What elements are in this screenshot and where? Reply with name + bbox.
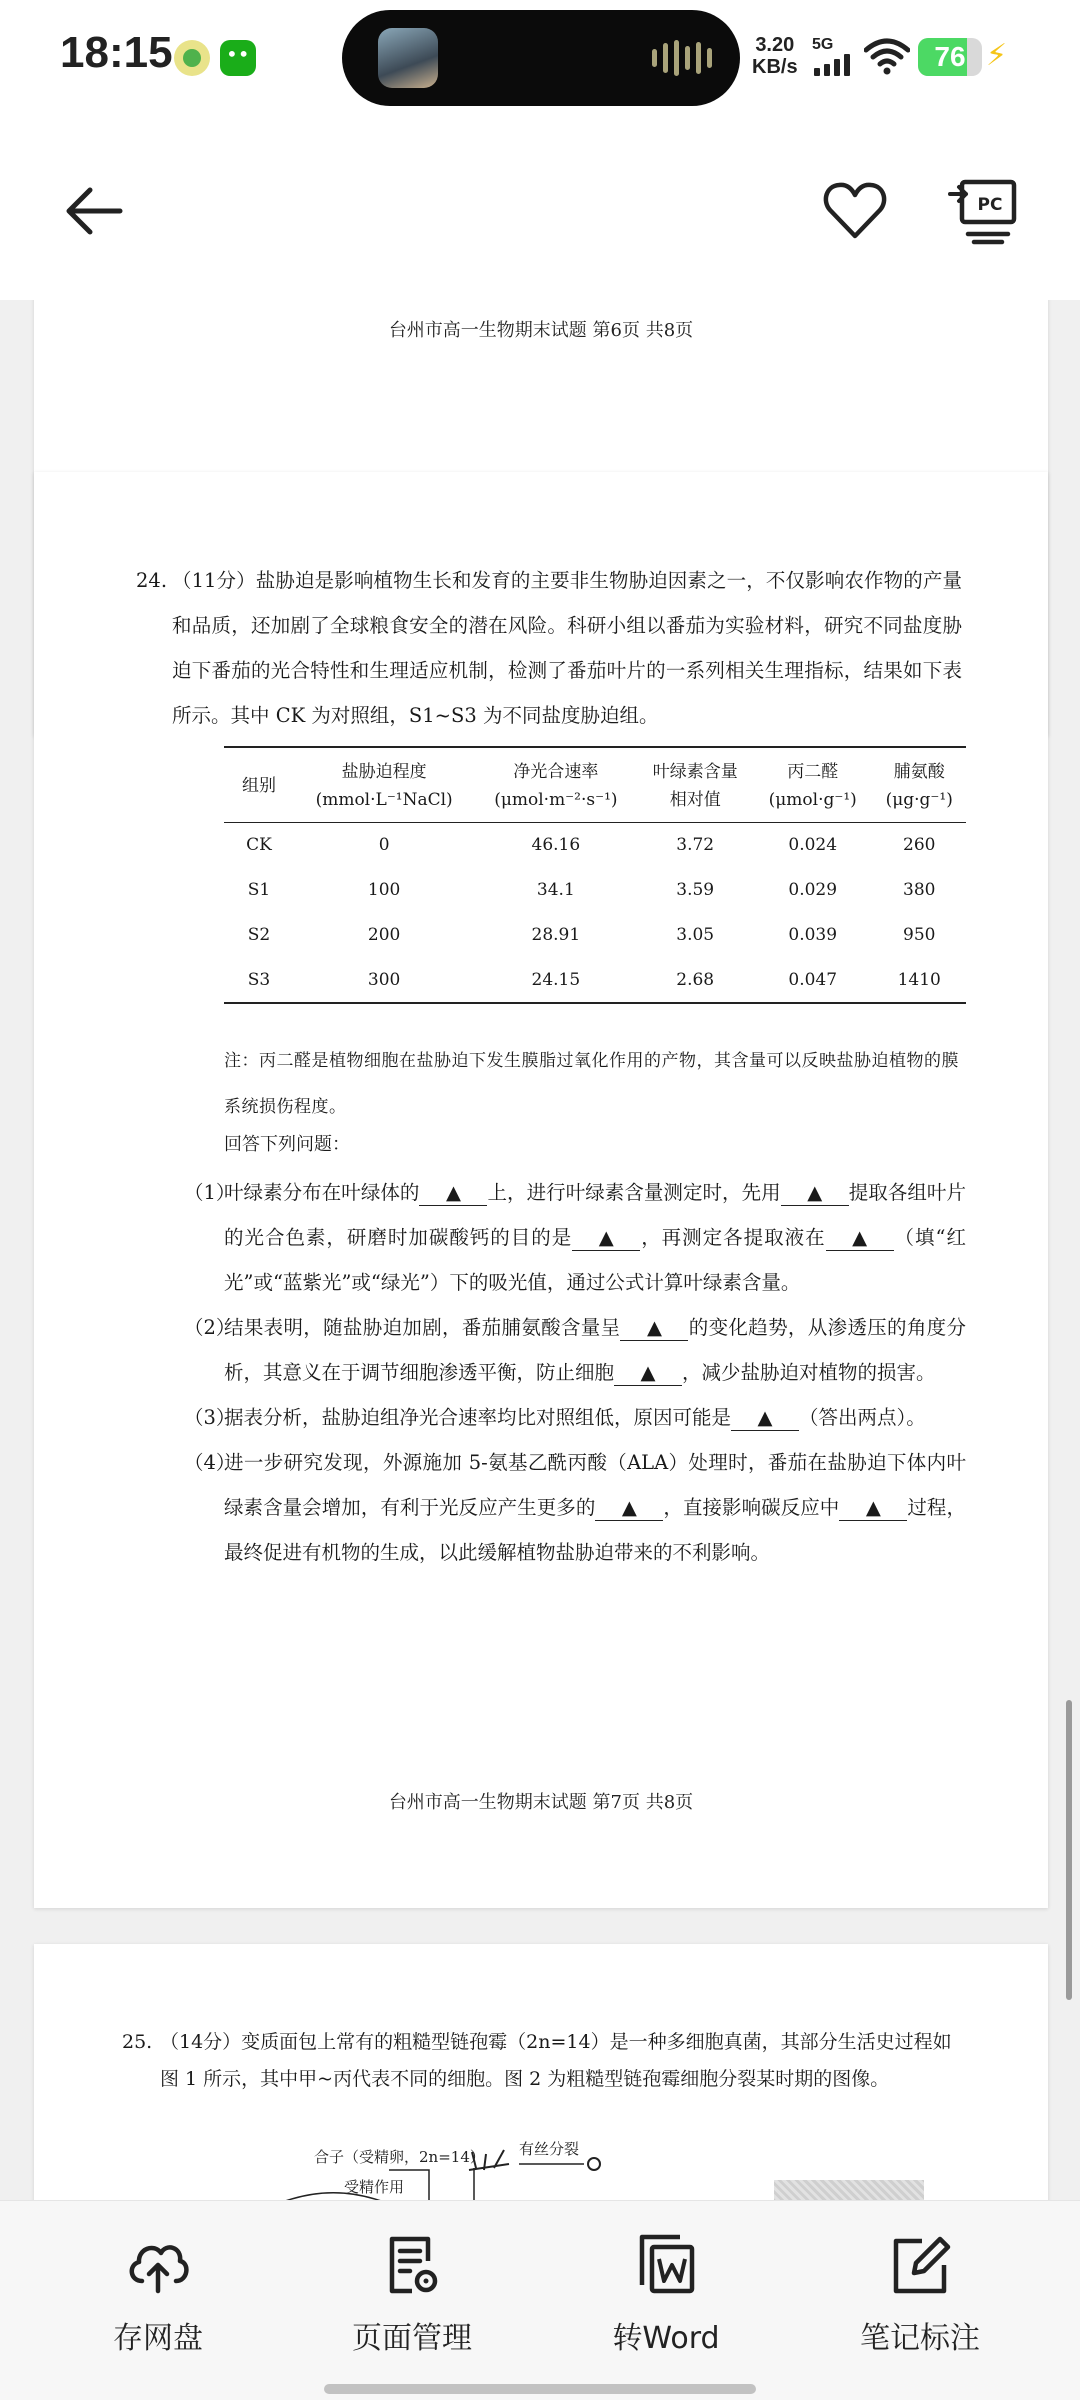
arrow-left-icon[interactable] (60, 176, 130, 246)
fig-label-zygote: 合子（受精卵，2n=14） (314, 2148, 485, 2166)
table-cell: 2.68 (637, 958, 753, 1003)
document-page-8 (34, 1944, 1048, 2200)
answer-blank: ▲ (781, 1181, 849, 1206)
table-cell: 0.024 (788, 835, 838, 856)
word-convert-icon (630, 2229, 702, 2301)
table-cell: 46.16 (531, 835, 581, 856)
table-cell: 300 (294, 958, 474, 1003)
page-footer: 台州市高一生物期末试题 第6页 共8页 (388, 320, 694, 341)
life-cycle-figure (224, 2140, 684, 2200)
wifi-icon (864, 36, 910, 76)
bottom-action-bar (0, 2200, 1080, 2400)
table-header-row (224, 747, 966, 823)
table-cell: 3.72 (676, 835, 715, 856)
dynamic-island[interactable] (342, 10, 740, 106)
network-speed: 3.20 KB/s (752, 34, 798, 78)
save-to-cloud-button[interactable]: 存网盘 (58, 2229, 258, 2357)
page-footer: 台州市高一生物期末试题 第7页 共8页 (388, 1792, 694, 1813)
question-item: （2） 结果表明，随盐胁迫加剧，番茄脯氨酸含量呈 ▲ 的变化趋势，从渗透压的角度分析，其意义在于调节细胞渗透平衡，防止细胞 ▲ ，减少盐胁迫对植物的损害。 (184, 1316, 966, 1384)
question-item: （3） 据表分析，盐胁迫组净光合速率均比对照组低，原因可能是 ▲ （答出两点）。 (184, 1406, 926, 1429)
table-row (224, 913, 966, 958)
question-24-stem: 24. （11分）盐胁迫是影响植物生长和发育的主要非生物胁迫因素之一，不仅影响农作物的产量和品质，还加剧了全球粮食安全的潜在风险。科研小组以番茄为实验材料，研究不同盐度胁迫下番茄的光合特性和生理适应机制，检测了番茄叶片的一系列相关生理指标，结果如下表所示。其中 CK 为对照组，S1~S3 为不同盐度胁迫组。 (172, 558, 962, 738)
table-header: 组别 (224, 747, 294, 823)
table-cell: CK (246, 835, 272, 856)
wechat-icon (220, 40, 256, 76)
data-table (224, 746, 966, 1004)
question-items (184, 1170, 966, 1575)
table-cell: 28.91 (531, 925, 581, 945)
convert-to-word-button[interactable]: 转Word (566, 2229, 766, 2357)
battery-text: 76 (934, 41, 966, 72)
edit-note-icon (884, 2229, 956, 2301)
music-app-icon (174, 40, 210, 76)
table-row (224, 823, 966, 868)
question-25-stem: 25. （14分）变质面包上常有的粗糙型链孢霉（2n=14）是一种多细胞真菌，其部分生活史过程如图 1 所示，其中甲~丙代表不同的细胞。图 2 为粗糙型链孢霉细胞分裂某时期的图像。 (160, 2024, 960, 2098)
table-cell: 24.15 (474, 958, 637, 1003)
table-cell: 100 (367, 880, 401, 900)
table-cell: 260 (903, 835, 936, 856)
answer-blank: ▲ (839, 1496, 907, 1521)
signal-icon (814, 54, 850, 76)
network-type: 5G (812, 36, 834, 53)
table-row (224, 958, 966, 1003)
status-bar (0, 0, 1080, 120)
table-cell: 950 (903, 925, 936, 945)
table-cell: 200 (367, 925, 401, 945)
question-item: （1） 叶绿素分布在叶绿体的 ▲ 上，进行叶绿素含量测定时，先用 ▲ 提取各组叶片的光合色素，研磨时加碳酸钙的目的是 ▲ ，再测定各提取液在 ▲ （填“红光”或“蓝紫光”或“绿光”）下的吸光值，通过公式计算叶绿素含量。 (184, 1181, 966, 1294)
table-cell: 34.1 (536, 880, 575, 900)
document-page-7 (34, 472, 1048, 1908)
media-thumbnail (378, 28, 438, 88)
table-cell: S2 (247, 925, 271, 945)
table-cell: 0.047 (753, 958, 872, 1003)
pc-screen-icon[interactable] (946, 174, 1020, 248)
table-cell: 1410 (872, 958, 966, 1003)
table-header: 盐胁迫程度 (mmol·L⁻¹NaCl) (294, 747, 474, 823)
answer-blank: ▲ (419, 1181, 487, 1206)
answer-prompt: 回答下列问题： (224, 1134, 350, 1155)
table-header: 丙二醛 (μmol·g⁻¹) (753, 747, 872, 823)
table-cell: S3 (224, 958, 294, 1003)
document-viewer[interactable] (0, 300, 1080, 2200)
answer-blank: ▲ (620, 1316, 688, 1341)
fig-label-fertilization: 受精作用 (344, 2178, 405, 2196)
status-time: 18:15 (60, 28, 173, 77)
page-manage-button[interactable]: 页面管理 (312, 2229, 512, 2357)
question-number: 24. (136, 569, 168, 592)
scrollbar[interactable] (1066, 1700, 1072, 2000)
top-toolbar (0, 120, 1080, 300)
home-indicator[interactable] (324, 2384, 756, 2394)
table-cell: 380 (903, 880, 936, 900)
answer-blank: ▲ (614, 1361, 682, 1386)
table-cell: 3.59 (676, 880, 715, 900)
fig-label-mitosis: 有丝分裂 (519, 2140, 580, 2158)
cloud-upload-icon (122, 2229, 194, 2301)
answer-blank: ▲ (572, 1226, 640, 1251)
battery-icon (918, 38, 982, 76)
table-cell: S1 (247, 880, 271, 900)
answer-blank: ▲ (826, 1226, 894, 1251)
note-annotate-button[interactable]: 笔记标注 (820, 2229, 1020, 2357)
question-item: （4） 进一步研究发现，外源施加 5-氨基乙酰丙酸（ALA）处理时，番茄在盐胁迫下体内叶绿素含量会增加，有利于光反应产生更多的 ▲ ，直接影响碳反应中 ▲ 过程，最终促进有机物的生成，以此缓解植物盐胁迫带来的不利影响。 (184, 1451, 966, 1564)
table-cell: 0.039 (788, 925, 838, 945)
audio-wave-icon (652, 40, 712, 76)
answer-blank: ▲ (731, 1406, 799, 1431)
answer-blank: ▲ (595, 1496, 663, 1521)
pc-label: PC (977, 195, 1003, 215)
table-cell: 3.05 (676, 925, 715, 945)
table-header: 净光合速率 (μmol·m⁻²·s⁻¹) (474, 747, 637, 823)
table-header: 叶绿素含量 相对值 (637, 747, 753, 823)
table-note: 注：丙二醛是植物细胞在盐胁迫下发生膜脂过氧化作用的产物，其含量可以反映盐胁迫植物的膜系统损伤程度。 (224, 1051, 959, 1117)
heart-icon[interactable] (820, 176, 890, 246)
table-cell: 0 (378, 835, 390, 856)
page-settings-icon (376, 2229, 448, 2301)
question-number: 25. (122, 2031, 153, 2053)
cell-division-figure (774, 2180, 924, 2200)
table-cell: 0.029 (788, 880, 838, 900)
table-header: 脯氨酸 (μg·g⁻¹) (872, 747, 966, 823)
table-row (224, 868, 966, 913)
charging-bolt-icon: ⚡ (986, 38, 1008, 73)
